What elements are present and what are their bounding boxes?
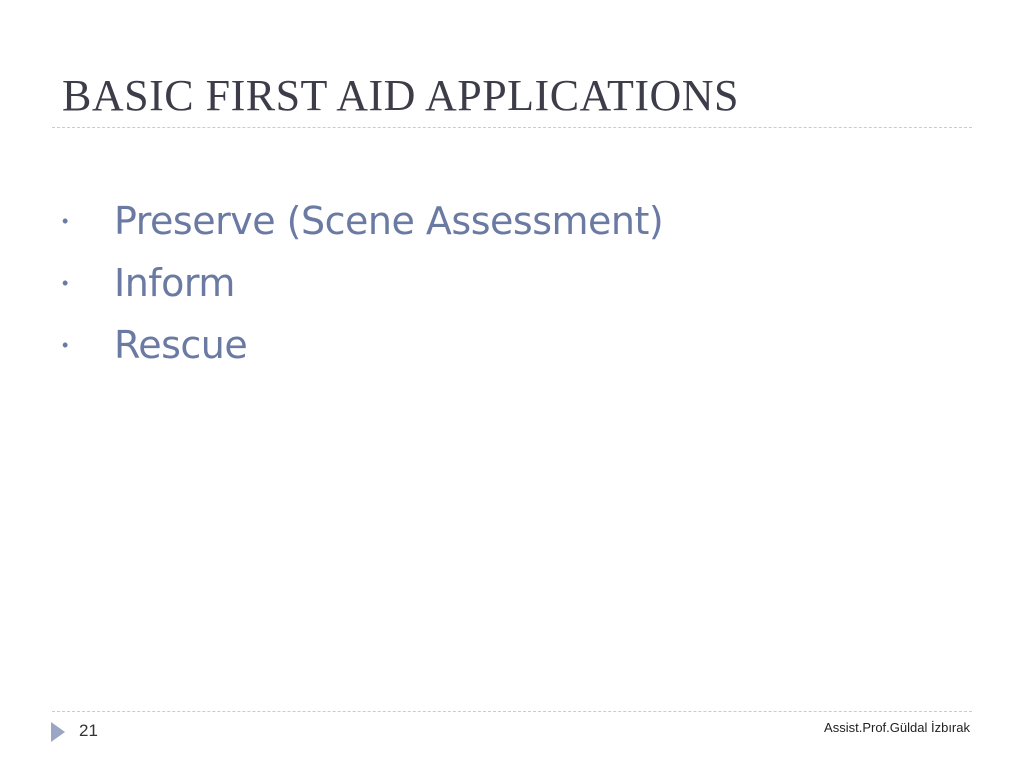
title-divider: [52, 127, 972, 128]
bullet-text: Rescue: [114, 323, 248, 367]
slide-title: BASIC FIRST AID APPLICATIONS: [62, 71, 740, 120]
list-item: [62, 190, 663, 252]
bullet-marker: •: [62, 335, 69, 355]
bullet-marker: •: [62, 273, 69, 293]
bullet-text: Inform: [114, 261, 235, 305]
list-item: [62, 252, 663, 314]
bullet-marker: •: [62, 211, 69, 231]
bullet-list: [62, 190, 663, 376]
footer-divider: [52, 711, 972, 712]
triangle-right-icon: [51, 722, 65, 742]
footer-author: Assist.Prof.Güldal İzbırak: [824, 720, 970, 735]
slide-number: 21: [79, 721, 98, 740]
bullet-text: Preserve (Scene Assessment): [114, 199, 664, 243]
list-item: [62, 314, 663, 376]
